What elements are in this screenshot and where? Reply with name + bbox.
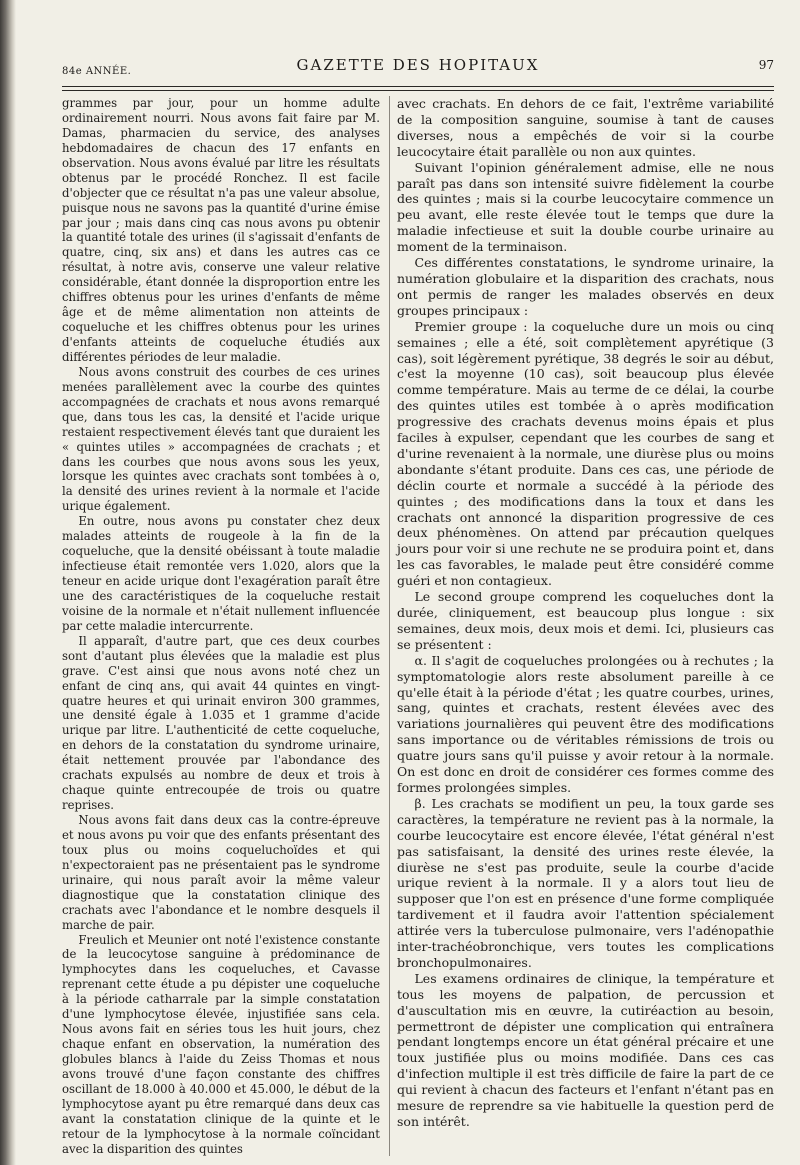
paragraph: Nous avons fait dans deux cas la contre-épreuve et nous avons pu voir que des enfants présentant des toux plus ou moins coqueluchoïdes et qui n'expectoraient pas ne présentaient pas le syndrome urinaire, qui nous paraît avoir la même valeur diagnostique que la constatation clinique des crachats avec l'abondance et le nombre desquels il marche de pair. — [62, 813, 380, 932]
year-label: 84e ANNÉE. — [62, 66, 132, 77]
paragraph: β. Les crachats se modifient un peu, la toux garde ses caractères, la température ne revient pas à la normale, la courbe leucocytaire est encore élevée, l'état général n'est pas satisfaisant, la densité des urines reste élevée, la diurèse ne s'est pas produite, seule la courbe d'acide urique revient à la normale. Il y a alors tout lieu de supposer que l'on est en présence d'une forme compliquée tardivement et il faudra avoir l'attention spécialement attirée vers la tuberculose pulmonaire, vers l'adénopathie inter-trachéobronchique, vers toutes les complications bronchopulmonaires. — [397, 795, 774, 970]
paragraph: Freulich et Meunier ont noté l'existence constante de la leucocytose sanguine à prédominance de lymphocytes dans les coqueluches, et Cavasse reprenant cette étude a pu dépister une coqueluche à la période catharrale par la simple constatation d'une lymphocytose élevée, injustifiée sans cela. Nous avons fait en séries tous les huit jours, chez chaque enfant en observation, la numération des globules blancs à l'aide du Zeiss Thomas et nous avons trouvé d'une façon constante des chiffres oscillant de 18.000 à 40.000 et 45.000, le début de la lymphocytose ayant pu être remarqué dans deux cas avant la constatation clinique de la quinte et le retour de la lymphocytose à la normale coïncidant avec la disparition des quintes — [62, 932, 380, 1156]
paragraph: En outre, nous avons pu constater chez deux malades atteints de rougeole à la fin de la coqueluche, que la densité obéissant à toute maladie infectieuse était remontée vers 1.020, alors que la teneur en acide urique dont l'exagération paraît être une des caractéristiques de la coqueluche restait voisine de la normale et n'était nullement influencée par cette maladie intercurrente. — [62, 514, 380, 633]
header-rule-secondary — [62, 90, 774, 91]
right-column — [397, 96, 774, 1130]
paragraph: Ces différentes constatations, le syndrome urinaire, la numération globulaire et la disparition des crachats, nous ont permis de ranger les malades observés en deux groupes principaux : — [397, 255, 774, 318]
paragraph: Premier groupe : la coqueluche dure un mois ou cinq semaines ; elle a été, soit complètement apyrétique (3 cas), soit légèrement pyrétique, 38 degrés le soir au début, c'est la moyenne (10 cas), soit beaucoup plus élevée comme température. Mais au terme de ce délai, la courbe des quintes utiles est tombée à o après modification progressive des crachats devenus moins épais et plus faciles à expulser, cependant que les courbes de sang et d'urine revenaient à la normale, une diurèse plus ou moins abondante s'étant produite. Dans ces cas, une période de déclin courte et normale a succédé à la période des quintes ; des modifications dans la toux et dans les crachats ont annoncé la disparition progressive de ces deux phénomènes. On attend par précaution quelques jours pour voir si une rechute ne se produira point et, dans les cas favorables, le malade peut être considéré comme guéri et non contagieux. — [397, 318, 774, 589]
paragraph: avec crachats. En dehors de ce fait, l'extrême variabilité de la composition sanguine, soumise à tant de causes diverses, nous a empêchés de voir si la courbe leucocytaire était parallèle ou non aux quintes. — [397, 96, 774, 159]
paragraph: Les examens ordinaires de clinique, la température et tous les moyens de palpation, de percussion et d'auscultation mis en œuvre, la cutiréaction au besoin, permettront de dépister une complication qui entraînera pendant longtemps encore un état général précaire et une toux justifiée plus ou moins modifiée. Dans ces cas d'infection multiple il est très difficile de faire la part de ce qui revient à chacun des facteurs et l'enfant n'étant pas en mesure de reprendre sa vie habituelle la question perd de son intérêt. — [397, 970, 774, 1129]
paragraph: Le second groupe comprend les coqueluches dont la durée, cliniquement, est beaucoup plus longue : six semaines, deux mois, deux mois et demi. Ici, plusieurs cas se présentent : — [397, 589, 774, 652]
header-rule — [62, 86, 774, 87]
left-column — [62, 96, 380, 1157]
paragraph: Nous avons construit des courbes de ces urines menées parallèlement avec la courbe des quintes accompagnées de crachats et nous avons remarqué que, dans tous les cas, la densité et l'acide urique restaient respectivement élevés tant que duraient les « quintes utiles » accompagnées de crachats ; et dans les courbes que nous avons sous les yeux, lorsque les quintes avec crachats sont tombées à o, la densité des urines revient à la normale et l'acide urique également. — [62, 364, 380, 514]
paragraph: grammes par jour, pour un homme adulte ordinairement nourri. Nous avons fait faire par M. Damas, pharmacien du service, des analyses hebdomadaires de chacun des 17 enfants en observation. Nous avons évalué par litre les résultats obtenus par le procédé Ronchez. Il est facile d'objecter que ce résultat n'a pas une valeur absolue, puisque nous ne savons pas la quantité d'urine émise par jour ; mais dans cinq cas nous avons pu obtenir la quantité totale des urines (il s'agissait d'enfants de quatre, cinq, six ans) et dans les autres cas ce résultat, à notre avis, conserve une valeur relative considérable, étant donnée la disproportion entre les chiffres obtenus pour les urines d'enfants de même âge et de même alimentation non atteints de coqueluche et les chiffres obtenus pour les urines d'enfants atteints de coqueluche étudiés aux différentes périodes de leur maladie. — [62, 96, 380, 364]
paragraph: Il apparaît, d'autre part, que ces deux courbes sont d'autant plus élevées que la maladie est plus grave. C'est ainsi que nous avons noté chez un enfant de cinq ans, qui avait 44 quintes en vingt-quatre heures et qui urinait environ 300 grammes, une densité égale à 1.035 et 1 gramme d'acide urique par litre. L'authenticité de cette coqueluche, en dehors de la constatation du syndrome urinaire, était nettement prouvée par l'abondance des crachats expulsés au nombre de deux et trois à chaque quinte entrecoupée de trois ou quatre reprises. — [62, 633, 380, 813]
paragraph: α. Il s'agit de coqueluches prolongées ou à rechutes ; la symptomatologie alors reste absolument pareille à ce qu'elle était à la période d'état ; les quatre courbes, urines, sang, quintes et crachats, restent élevées avec des variations journalières qui peuvent être des modifications sans importance ou de véritables rémissions de trois ou quatre jours sans qu'il puisse y avoir retour à la normale. On est donc en droit de considérer ces formes comme des formes prolongées simples. — [397, 652, 774, 795]
journal-title: GAZETTE DES HOPITAUX — [296, 56, 540, 74]
page-number: 97 — [758, 58, 774, 72]
paragraph: Suivant l'opinion généralement admise, elle ne nous paraît pas dans son intensité suivre fidèlement la courbe des quintes ; mais si la courbe leucocytaire commence un peu avant, elle reste élevée tout le temps que dure la maladie infectieuse et suit la double courbe urinaire au moment de la terminaison. — [397, 159, 774, 255]
page-header — [62, 52, 774, 82]
page-binding-edge — [0, 0, 16, 1165]
column-divider — [389, 96, 390, 1156]
